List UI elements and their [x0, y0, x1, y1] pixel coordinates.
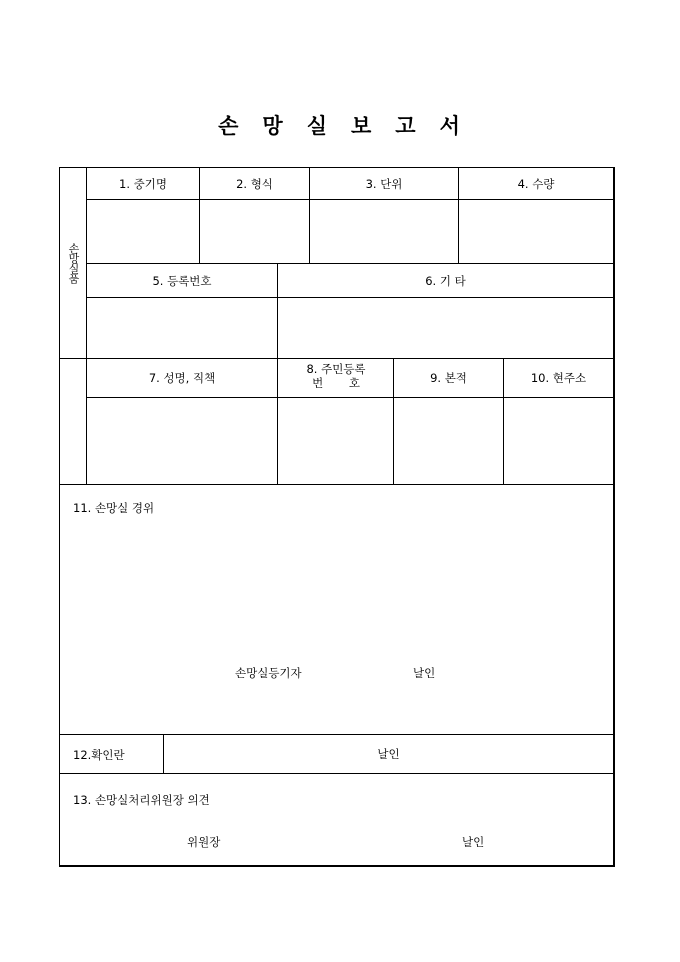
domicile-field[interactable]: [394, 398, 504, 485]
header-quantity: 4. 수량: [459, 168, 614, 200]
header-domicile: 9. 본적: [394, 359, 504, 398]
name-title-field[interactable]: [87, 398, 278, 485]
title-char: 보: [351, 113, 374, 138]
confirmation-field[interactable]: [164, 735, 614, 774]
page-title: [0, 110, 680, 140]
title-char: 고: [395, 113, 418, 138]
side-label-cell: [60, 168, 87, 359]
section-12-label-cell: [60, 735, 164, 774]
section-13-label: 13. 손망실처리위원장 의견: [73, 793, 210, 807]
header-address: 10. 현주소: [504, 359, 614, 398]
title-char: 실: [306, 113, 329, 138]
title-char: 서: [439, 113, 462, 138]
header-unit: 3. 단위: [310, 168, 459, 200]
equipment-name-field[interactable]: [87, 200, 200, 264]
section-13-chair-opinion[interactable]: [60, 774, 614, 866]
resident-no-field[interactable]: [278, 398, 394, 485]
other-field[interactable]: [278, 298, 614, 359]
registrant-label: 손망실등기자: [235, 666, 302, 680]
header-registration-no: 5. 등록번호: [87, 264, 278, 298]
header-name-title: 7. 성명, 직책: [87, 359, 278, 398]
title-char: 손: [218, 113, 241, 138]
unit-field[interactable]: [310, 200, 459, 264]
registrant-seal-label: 날인: [413, 666, 436, 680]
title-char: 망: [262, 113, 285, 138]
quantity-field[interactable]: [459, 200, 614, 264]
section-11-label: 11. 손망실 경위: [73, 501, 155, 515]
header-resident-no: 8. 주민등록 번 호: [278, 359, 394, 398]
section-12-label: 12.확인란: [73, 748, 125, 762]
registration-no-field[interactable]: [87, 298, 278, 359]
model-field[interactable]: [200, 200, 310, 264]
side-label: 손망실품: [67, 243, 80, 283]
confirmation-seal-label: 날인: [377, 747, 400, 761]
header-model: 2. 형식: [200, 168, 310, 200]
header-other: 6. 기 타: [278, 264, 614, 298]
chair-label: 위원장: [187, 835, 221, 849]
address-field[interactable]: [504, 398, 614, 485]
chair-seal-label: 날인: [462, 835, 485, 849]
side-blank-cell: [60, 359, 87, 485]
section-11-loss-circumstances[interactable]: [60, 485, 614, 735]
header-equipment-name: 1. 중기명: [87, 168, 200, 200]
